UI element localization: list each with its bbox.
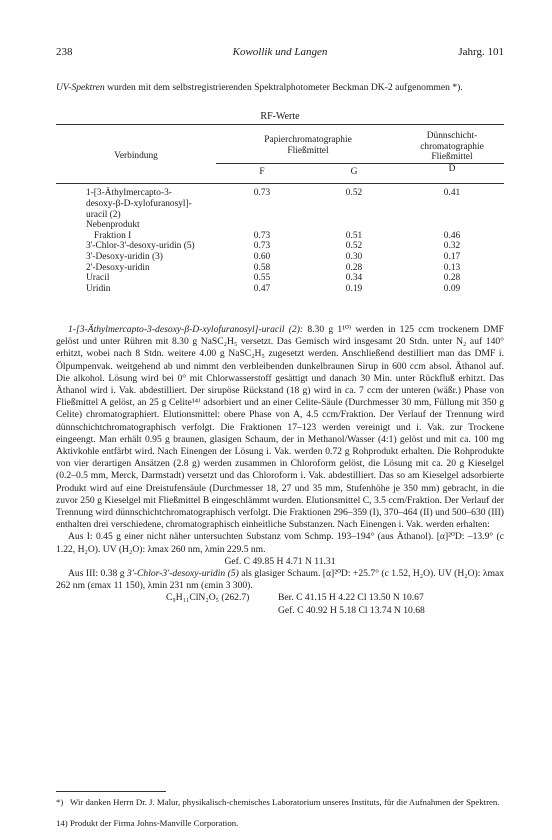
footnote-1-mark: *) bbox=[56, 797, 64, 807]
paragraph-3 bbox=[56, 568, 504, 592]
compound-cell: Uracil bbox=[86, 273, 110, 284]
intro-lead: UV-Spektren bbox=[56, 82, 105, 93]
value-F-cell: 0.58 bbox=[253, 262, 271, 273]
table-row bbox=[56, 220, 504, 231]
col-tlc bbox=[400, 125, 504, 164]
compound-cell: Uridin bbox=[86, 283, 111, 294]
table-row bbox=[56, 241, 504, 252]
sub-F: F bbox=[216, 163, 308, 177]
footnote-2-text: Produkt der Firma Johns-Manville Corporation. bbox=[70, 818, 239, 828]
page-number: 238 bbox=[56, 46, 73, 58]
value-G-cell: 0.28 bbox=[345, 262, 363, 273]
value-F-cell: 0.73 bbox=[253, 230, 271, 241]
para3-text: als glasiger Schaum. [α]²⁰D: +25.7° (c 1.52, H₂O). UV (H₂O): λmax 262 nm (εmax 11 150), λmin 231 nm (εmin 3 300). bbox=[56, 568, 504, 592]
compound-cell: 2'-Desoxy-uridin bbox=[86, 262, 150, 273]
paragraph-2: Aus I: 0.45 g einer nicht näher untersuchten Substanz vom Schmp. 193–194° (aus Äthanol). [α]²⁰D: –13.9° (c 1.22, H₂O). UV (H₂O): λmax 260 nm, λmin 229.5 nm. bbox=[56, 531, 504, 555]
elemental-analysis bbox=[56, 592, 504, 616]
analysis-line-found bbox=[166, 605, 504, 617]
table-row bbox=[56, 273, 504, 284]
table-row bbox=[56, 199, 504, 210]
table-row bbox=[56, 210, 504, 221]
compound-cell: desoxy-β-D-xylofuranosyl]- bbox=[86, 198, 192, 209]
para2-analysis: Gef. C 49.85 H 4.71 N 11.31 bbox=[224, 555, 336, 567]
value-D-cell: 0.46 bbox=[443, 230, 461, 241]
para3-lead: Aus III: 0.38 g bbox=[68, 568, 127, 580]
running-header bbox=[56, 46, 504, 60]
compound-cell: Fraktion I bbox=[94, 230, 132, 241]
value-F-cell bbox=[216, 199, 308, 210]
analysis-line-calc bbox=[166, 592, 504, 604]
value-G-cell bbox=[308, 220, 400, 231]
value-D-cell: 0.32 bbox=[443, 241, 461, 252]
rf-table-body bbox=[56, 184, 504, 294]
intro-text: wurden mit dem selbstregistrierenden Spektralphotometer Beckman DK-2 aufgenommen *). bbox=[104, 82, 463, 93]
value-F-cell bbox=[216, 210, 308, 221]
value-G-cell: 0.52 bbox=[345, 241, 363, 252]
col-paper-label: Papierchromatographie Fließmittel bbox=[264, 135, 352, 156]
footnote-rule bbox=[56, 791, 166, 792]
value-G-cell: 0.51 bbox=[345, 230, 363, 241]
footnote-1-text: Wir danken Herrn Dr. J. Malur, physikalisch-chemisches Laboratorium unseres Instituts, für die Aufnahmen der Spektren. bbox=[70, 797, 500, 807]
rf-heading: RF-Werte bbox=[260, 111, 300, 122]
journal-year: Jahrg. 101 bbox=[458, 46, 504, 58]
value-G-cell: 0.34 bbox=[345, 273, 363, 284]
intro-paragraph bbox=[56, 82, 504, 94]
value-D-cell: 0.28 bbox=[443, 273, 461, 284]
table-row bbox=[56, 231, 504, 242]
paragraph-1 bbox=[56, 324, 504, 531]
value-G-cell: 0.30 bbox=[345, 251, 363, 262]
rf-table bbox=[56, 124, 504, 294]
value-D-cell bbox=[400, 199, 504, 210]
value-F-cell bbox=[216, 220, 308, 231]
value-D-cell: 0.09 bbox=[443, 283, 461, 294]
value-F-cell: 0.55 bbox=[253, 273, 271, 284]
compound-cell: 1-[3-Äthylmercapto-3- bbox=[86, 188, 172, 199]
table-row bbox=[56, 284, 504, 295]
value-F-cell: 0.47 bbox=[253, 283, 271, 294]
calc-values: Ber. C 41.15 H 4.22 Cl 13.50 N 10.67 bbox=[278, 592, 424, 604]
compound-cell: 3'-Chlor-3'-desoxy-uridin (5) bbox=[86, 241, 195, 252]
value-G-cell bbox=[308, 210, 400, 221]
col-paper bbox=[216, 125, 400, 164]
compound-cell: Nebenprodukt bbox=[86, 220, 140, 231]
sub-D: D bbox=[400, 163, 504, 177]
value-G-cell: 0.52 bbox=[345, 188, 363, 199]
value-G-cell bbox=[308, 199, 400, 210]
found-values: Gef. C 40.92 H 5.18 Cl 13.74 N 10.68 bbox=[278, 604, 425, 616]
para1-title: 1-[3-Äthylmercapto-3-desoxy-β-D-xylofuranosyl]-uracil (2): bbox=[68, 324, 304, 335]
table-row bbox=[56, 184, 504, 199]
table-row bbox=[56, 252, 504, 263]
footnote-1 bbox=[56, 797, 504, 807]
value-G-cell: 0.19 bbox=[345, 283, 363, 294]
running-title: Kowollik und Langen bbox=[232, 46, 328, 58]
value-D-cell bbox=[400, 210, 504, 221]
col-compound: Verbindung bbox=[56, 125, 216, 178]
value-D-cell: 0.17 bbox=[443, 251, 461, 262]
value-F-cell: 0.60 bbox=[253, 251, 271, 262]
molecular-formula: C₉H₁₁ClN₂O₅ (262.7) bbox=[166, 592, 250, 604]
compound-cell: uracil (2) bbox=[86, 209, 121, 220]
value-F-cell: 0.73 bbox=[253, 188, 271, 199]
compound-cell: 3'-Desoxy-uridin (3) bbox=[86, 251, 163, 262]
sub-G: G bbox=[308, 163, 400, 177]
value-D-cell: 0.13 bbox=[443, 262, 461, 273]
experimental-text bbox=[56, 324, 504, 617]
footnote-2-mark: 14) bbox=[56, 818, 68, 828]
para1-text: 8.30 g 1¹⁰⁾ werden in 125 ccm trockenem DMF gelöst und unter Rühren mit 8.30 g NaSC₂H₅ versetzt. Das Gemisch wird insgesamt 20 Stdn. unter N₂ auf 140° erhitzt, wobei nach 8 Stdn. weitere 4.00 g NaSC₂H₅ zugesetzt werden. Anschließend destilliert man das DMF i. Ölpumpenvak. weitgehend ab und nimmt den verbleibenden dunkelbraunen Sirup in 600 ccm absol. Äthanol auf. Die alkohol. Lösung wird bei 0° mit Chlorwasserstoff gesättigt und danach 30 Min. unter Rückfluß erhitzt. Das Äthanol wird i. Vak. abdestilliert. Der sirupöse Rückstand (18 g) wird in ca. 7 ccm der unteren (wäßr.) Phase von Fließmittel A gelöst, an 25 g Celite¹⁴⁾ adsorbiert und an einer Celite-Säule (Durchmesser 30 mm, Füllung mit 350 g Celite) chromatographiert. Elutionsmittel: obere Phase von A, 4.5 ccm/Fraktion. Der Verlauf der Trennung wird dünnschichtchromatographisch verfolgt. Die Fraktionen 17–123 werden vereinigt und i. Vak. zur Trockene eingeengt. Man erhält 0.95 g braunen, glasigen Schaum, der in Methanol/Wasser (4:1) gelöst und mit ca. 100 mg Aktivkohle entfärbt wird. Nach Einengen der Lösung i. Vak. werden 0.72 g Rohprodukt erhalten. Die Rohprodukte von vier derartigen Ansätzen (2.8 g) werden zusammen in Chloroform gelöst, die Lösung mit ca. 20 g Kieselgel (0.2–0.5 mm, Merck, Darmstadt) versetzt und das Chloroform i. Vak. abdestilliert. Das so am Kieselgel adsorbierte Produkt wird auf eine Dreistufensäule (Durchmesser 18, 27 und 35 mm, Stufenhöhe je 350 mm) gebracht, in die zuvor 250 g Kieselgel mit Fließmittel B eingeschlämmt wurden. Elutionsmittel C, 3.5 ccm/Fraktion. Der Verlauf der Trennung wird dünnschichtchromatographisch verfolgt. Die Fraktionen 296–359 (I), 370–464 (II) und 500–630 (III) enthalten drei verschiedene, chromatographisch einheitliche Substanzen. Nach Einengen i. Vak. werden erhalten: bbox=[56, 324, 504, 531]
value-F-cell: 0.73 bbox=[253, 241, 271, 252]
value-D-cell: 0.41 bbox=[443, 188, 461, 199]
footnote-2 bbox=[56, 818, 504, 828]
para3-title: 3'-Chlor-3'-desoxy-uridin (5) bbox=[126, 568, 239, 580]
table-row bbox=[56, 263, 504, 274]
value-D-cell bbox=[400, 220, 504, 231]
col-tlc-label: Dünnschicht-chromatographie Fließmittel bbox=[420, 131, 484, 163]
